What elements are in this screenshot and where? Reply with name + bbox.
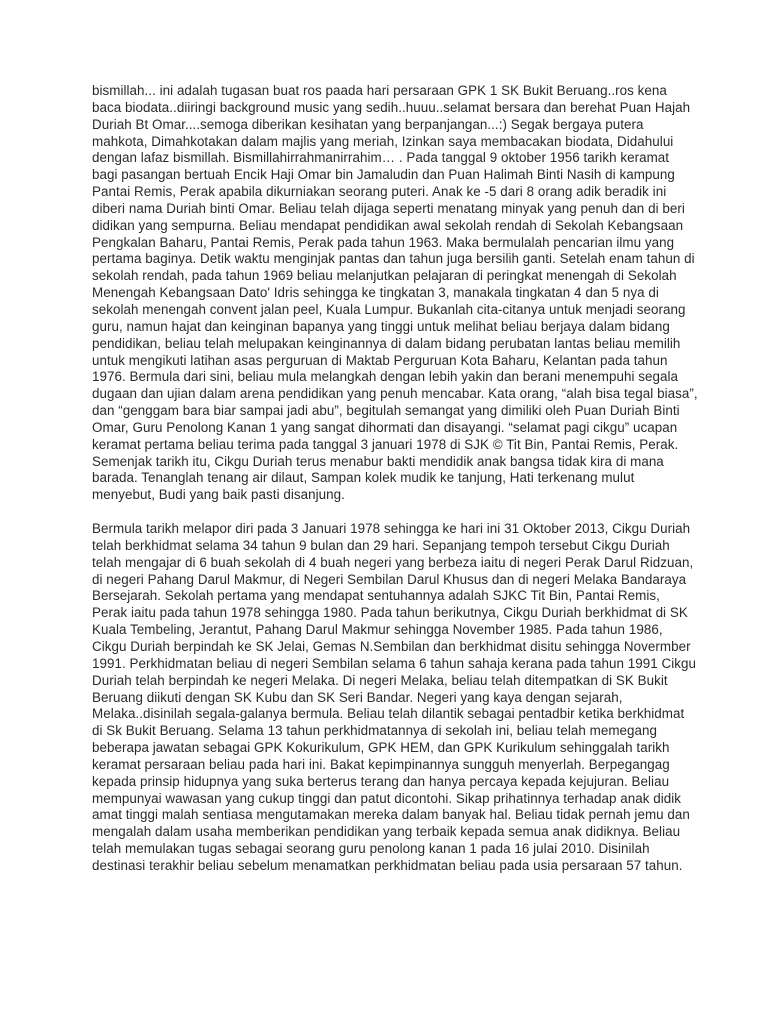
document-page	[92, 83, 698, 875]
paragraph-service-history: Bermula tarikh melapor diri pada 3 Januari 1978 sehingga ke hari ini 31 Oktober 2013, Cikgu Duriah telah berkhidmat selama 34 tahun 9 bulan dan 29 hari. Sepanjang tempoh tersebut Cikgu Duriah telah mengajar di 6 buah sekolah di 4 buah negeri yang berbeza iaitu di negeri Perak Darul Ridzuan, di negeri Pahang Darul Makmur, di Negeri Sembilan Darul Khusus dan di negeri Melaka Bandaraya Bersejarah. Sekolah pertama yang mendapat sentuhannya adalah SJKC Tit Bin, Pantai Remis, Perak iaitu pada tahun 1978 sehingga 1980. Pada tahun berikutnya, Cikgu Duriah berkhidmat di SK Kuala Tembeling, Jerantut, Pahang Darul Makmur sehingga November 1985. Pada tahun 1986, Cikgu Duriah berpindah ke SK Jelai, Gemas N.Sembilan dan berkhidmat disitu sehingga Novermber 1991. Perkhidmatan beliau di negeri Sembilan selama 6 tahun sahaja kerana pada tahun 1991 Cikgu Duriah telah berpindah ke negeri Melaka. Di negeri Melaka, beliau telah ditempatkan di SK Bukit Beruang diikuti dengan SK Kubu dan SK Seri Bandar. Negeri yang kaya dengan sejarah, Melaka..disinilah segala-galanya bermula. Beliau telah dilantik sebagai pentadbir ketika berkhidmat di Sk Bukit Beruang. Selama 13 tahun perkhidmatannya di sekolah ini, beliau telah memegang beberapa jawatan sebagai GPK Kokurikulum, GPK HEM, dan GPK Kurikulum sehinggalah tarikh keramat persaraan beliau pada hari ini. Bakat kepimpinannya sungguh menyerlah. Berpegangag kepada prinsip hidupnya yang suka berterus terang dan hanya percaya kepada kejujuran. Beliau mempunyai wawasan yang cukup tinggi dan patut dicontohi. Sikap prihatinnya terhadap anak didik amat tinggi malah sentiasa mengutamakan mereka dalam banyak hal. Beliau tidak pernah jemu dan mengalah dalam usaha memberikan pendidikan yang terbaik kepada semua anak didiknya. Beliau telah memulakan tugas sebagai seorang guru penolong kanan 1 pada 16 julai 2010. Disinilah destinasi terakhir beliau sebelum menamatkan perkhidmatan beliau pada usia persaraan 57 tahun.	[92, 521, 697, 873]
paragraph-biodata-intro: bismillah... ini adalah tugasan buat ros paada hari persaraan GPK 1 SK Bukit Beruang..ros kena baca biodata..diiringi background music yang sedih..huuu..selamat bersara dan berehat Puan Hajah Duriah Bt Omar....semoga diberikan kesihatan yang berpanjangan...:) Segak bergaya putera mahkota, Dimahkotakan dalam majlis yang meriah, Izinkan saya membacakan biodata, Didahului dengan lafaz bismillah. Bismillahirrahmanirrahim… . Pada tanggal 9 oktober 1956 tarikh keramat bagi pasangan bertuah Encik Haji Omar bin Jamaludin dan Puan Halimah Binti Nasih di kampung Pantai Remis, Perak apabila dikurniakan seorang puteri. Anak ke -5 dari 8 orang adik beradik ini diberi nama Duriah binti Omar. Beliau telah dijaga seperti menatang minyak yang penuh dan di beri didikan yang sempurna. Beliau mendapat pendidikan awal sekolah rendah di Sekolah Kebangsaan Pengkalan Baharu, Pantai Remis, Perak pada tahun 1963. Maka bermulalah pencarian ilmu yang pertama baginya. Detik waktu menginjak pantas dan tahun juga bersilih ganti. Setelah enam tahun di sekolah rendah, pada tahun 1969 beliau melanjutkan pelajaran di peringkat menengah di Sekolah Menengah Kebangsaan Dato' Idris sehingga ke tingkatan 3, manakala tingkatan 4 dan 5 nya di sekolah menengah convent jalan peel, Kuala Lumpur. Bukanlah cita-citanya untuk menjadi seorang guru, namun hajat dan keinginan bapanya yang tinggi untuk melihat beliau berjaya dalam bidang pendidikan, beliau telah melupakan keinginannya di dalam bidang perubatan lantas beliau memilih untuk mengikuti latihan asas perguruan di Maktab Perguruan Kota Baharu, Kelantan pada tahun 1976. Bermula dari sini, beliau mula melangkah dengan lebih yakin dan berani menempuhi segala dugaan dan ujian dalam arena pendidikan yang penuh mencabar. Kata orang, “alah bisa tegal biasa”, dan “genggam bara biar sampai jadi abu”, begitulah semangat yang dimiliki oleh Puan Duriah Binti Omar, Guru Penolong Kanan 1 yang sangat dihormati dan disayangi. “selamat pagi cikgu” ucapan keramat pertama beliau terima pada tanggal 3 januari 1978 di SJK © Tit Bin, Pantai Remis, Perak. Semenjak tarikh itu, Cikgu Duriah terus menabur bakti mendidik anak bangsa tidak kira di mana barada. Tenanglah tenang air dilaut, Sampan kolek mudik ke tanjung, Hati terkenang mulut menyebut, Budi yang baik pasti disanjung.	[92, 83, 698, 503]
